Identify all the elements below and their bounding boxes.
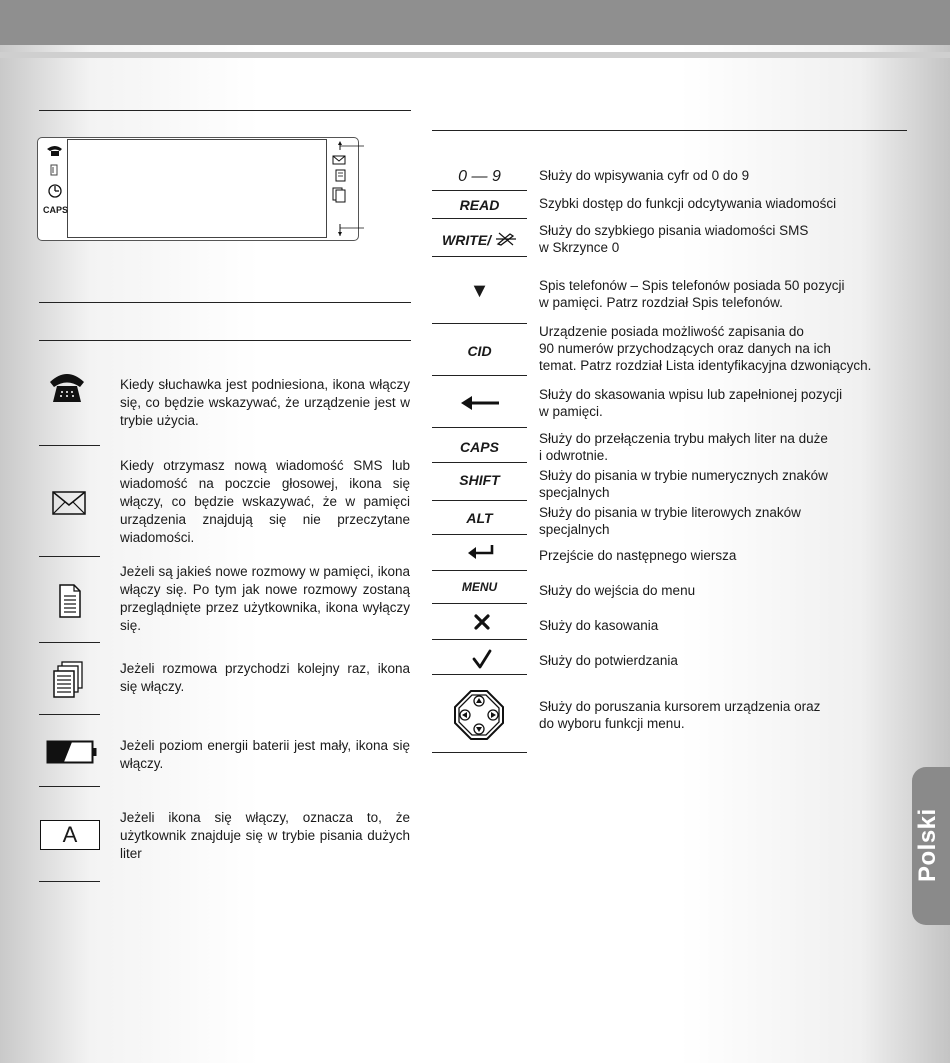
divider [39, 786, 100, 787]
divider [39, 714, 100, 715]
key-shift: SHIFT [459, 472, 500, 488]
divider [432, 500, 527, 501]
key-phonebook-arrow: ▼ [469, 280, 490, 302]
divider [39, 340, 411, 341]
key-description: Służy do kasowania [539, 618, 659, 633]
key-caps: CAPS [460, 439, 499, 455]
envelope-icon [52, 491, 86, 515]
divider [39, 881, 100, 882]
key-description: Spis telefonów – Spis telefonów posiada 50 pozycji w pamięci. Patrz rozdział Spis telefonów. [539, 278, 845, 310]
icon-description: Jeżeli poziom energii baterii jest mały, ikona się włączy. [120, 738, 410, 771]
divider [39, 302, 411, 303]
language-tab-label: Polski [914, 808, 941, 882]
documents-stack-icon [52, 661, 84, 699]
divider [432, 603, 527, 604]
icon-description: Jeżeli rozmowa przychodzi kolejny raz, ikona się włączy. [120, 661, 410, 694]
divider [432, 752, 527, 753]
caps-a-icon: A [40, 820, 100, 850]
cancel-x-icon [474, 614, 490, 630]
key-description: Służy do skasowania wpisu lub zapełnionej pozycji w pamięci. [539, 387, 843, 419]
key-description: Urządzenie posiada możliwość zapisania do 90 numerów przychodzących oraz danych na ich temat. Patrz rozdział Lista identyfikacyjna dzwoniących. [539, 324, 872, 373]
divider [432, 462, 527, 463]
key-label: WRITE/ [442, 232, 492, 248]
divider [432, 570, 527, 571]
divider [39, 556, 100, 557]
divider [432, 674, 527, 675]
divider [39, 642, 100, 643]
battery-low-icon [46, 740, 98, 764]
divider [432, 427, 527, 428]
divider [432, 130, 907, 131]
document-icon [58, 584, 82, 618]
divider [432, 256, 527, 257]
icon-description: Jeżeli ikona się włączy, oznacza to, że użytkownik znajduje się w trybie pisania dużych liter [120, 810, 410, 861]
key-description: Służy do szybkiego pisania wiadomości SMS w Skrzynce 0 [539, 223, 809, 255]
key-description: Służy do pisania w trybie numerycznych znaków specjalnych [539, 468, 828, 500]
key-description: Służy do wejścia do menu [539, 583, 696, 598]
icon-description: Jeżeli są jakieś nowe rozmowy w pamięci, ikona włączy się. Po tym jak nowe rozmowy zostaną przeglądnięte przez użytkownika, ikona wyłączy się. [120, 564, 410, 633]
icon-description: Kiedy otrzymasz nową wiadomość SMS lub wiadomość na poczcie głosowej, ikona się włączy, co będzie wskazywać, że w pamięci urządzenia znajdują się nie przeczytane wiadomości. [120, 458, 410, 545]
divider [432, 323, 527, 324]
handset-icon [48, 370, 86, 404]
divider [39, 445, 100, 446]
header-stripe [0, 52, 950, 58]
divider [432, 639, 527, 640]
key-menu: MENU [461, 580, 498, 594]
key-digits [432, 168, 527, 186]
key-description: Przejście do następnego wiersza [539, 548, 737, 563]
key-description: Służy do poruszania kursorem urządzenia oraz do wyboru funkcji menu. [539, 699, 821, 731]
header-bar [0, 0, 950, 45]
key-alt: ALT [466, 510, 493, 526]
enter-arrow-icon [467, 544, 495, 560]
key-write [432, 232, 527, 248]
confirm-check-icon [472, 649, 492, 669]
key-description: Służy do pisania w trybie literowych znaków specjalnych [539, 505, 801, 537]
language-tab[interactable] [912, 767, 950, 925]
display-caps-label: CAPS [43, 205, 69, 215]
key-description: Szybki dostęp do funkcji odcytywania wiadomości [539, 196, 837, 211]
key-description: Służy do przełączenia trybu małych liter na duże i odwrotnie. [539, 431, 828, 463]
backspace-arrow-icon [461, 395, 501, 411]
key-label: 0 — 9 [458, 168, 501, 185]
key-description: Służy do potwierdzania [539, 653, 678, 668]
key-description: Służy do wpisywania cyfr od 0 do 9 [539, 168, 750, 183]
navigation-pad-icon [453, 689, 505, 741]
divider [432, 190, 527, 191]
display-status-icons [45, 143, 65, 203]
key-cid: CID [467, 343, 492, 359]
display-screen [67, 139, 327, 238]
divider [432, 534, 527, 535]
divider [432, 218, 527, 219]
divider [432, 375, 527, 376]
key-read: READ [459, 197, 500, 213]
pen-crossed-icon [495, 232, 517, 246]
icon-description: Kiedy słuchawka jest podniesiona, ikona włączy się, co będzie wskazywać, że urządzenie jest w trybie użycia. [120, 377, 410, 428]
display-right-icons [331, 140, 365, 240]
divider [39, 110, 411, 111]
